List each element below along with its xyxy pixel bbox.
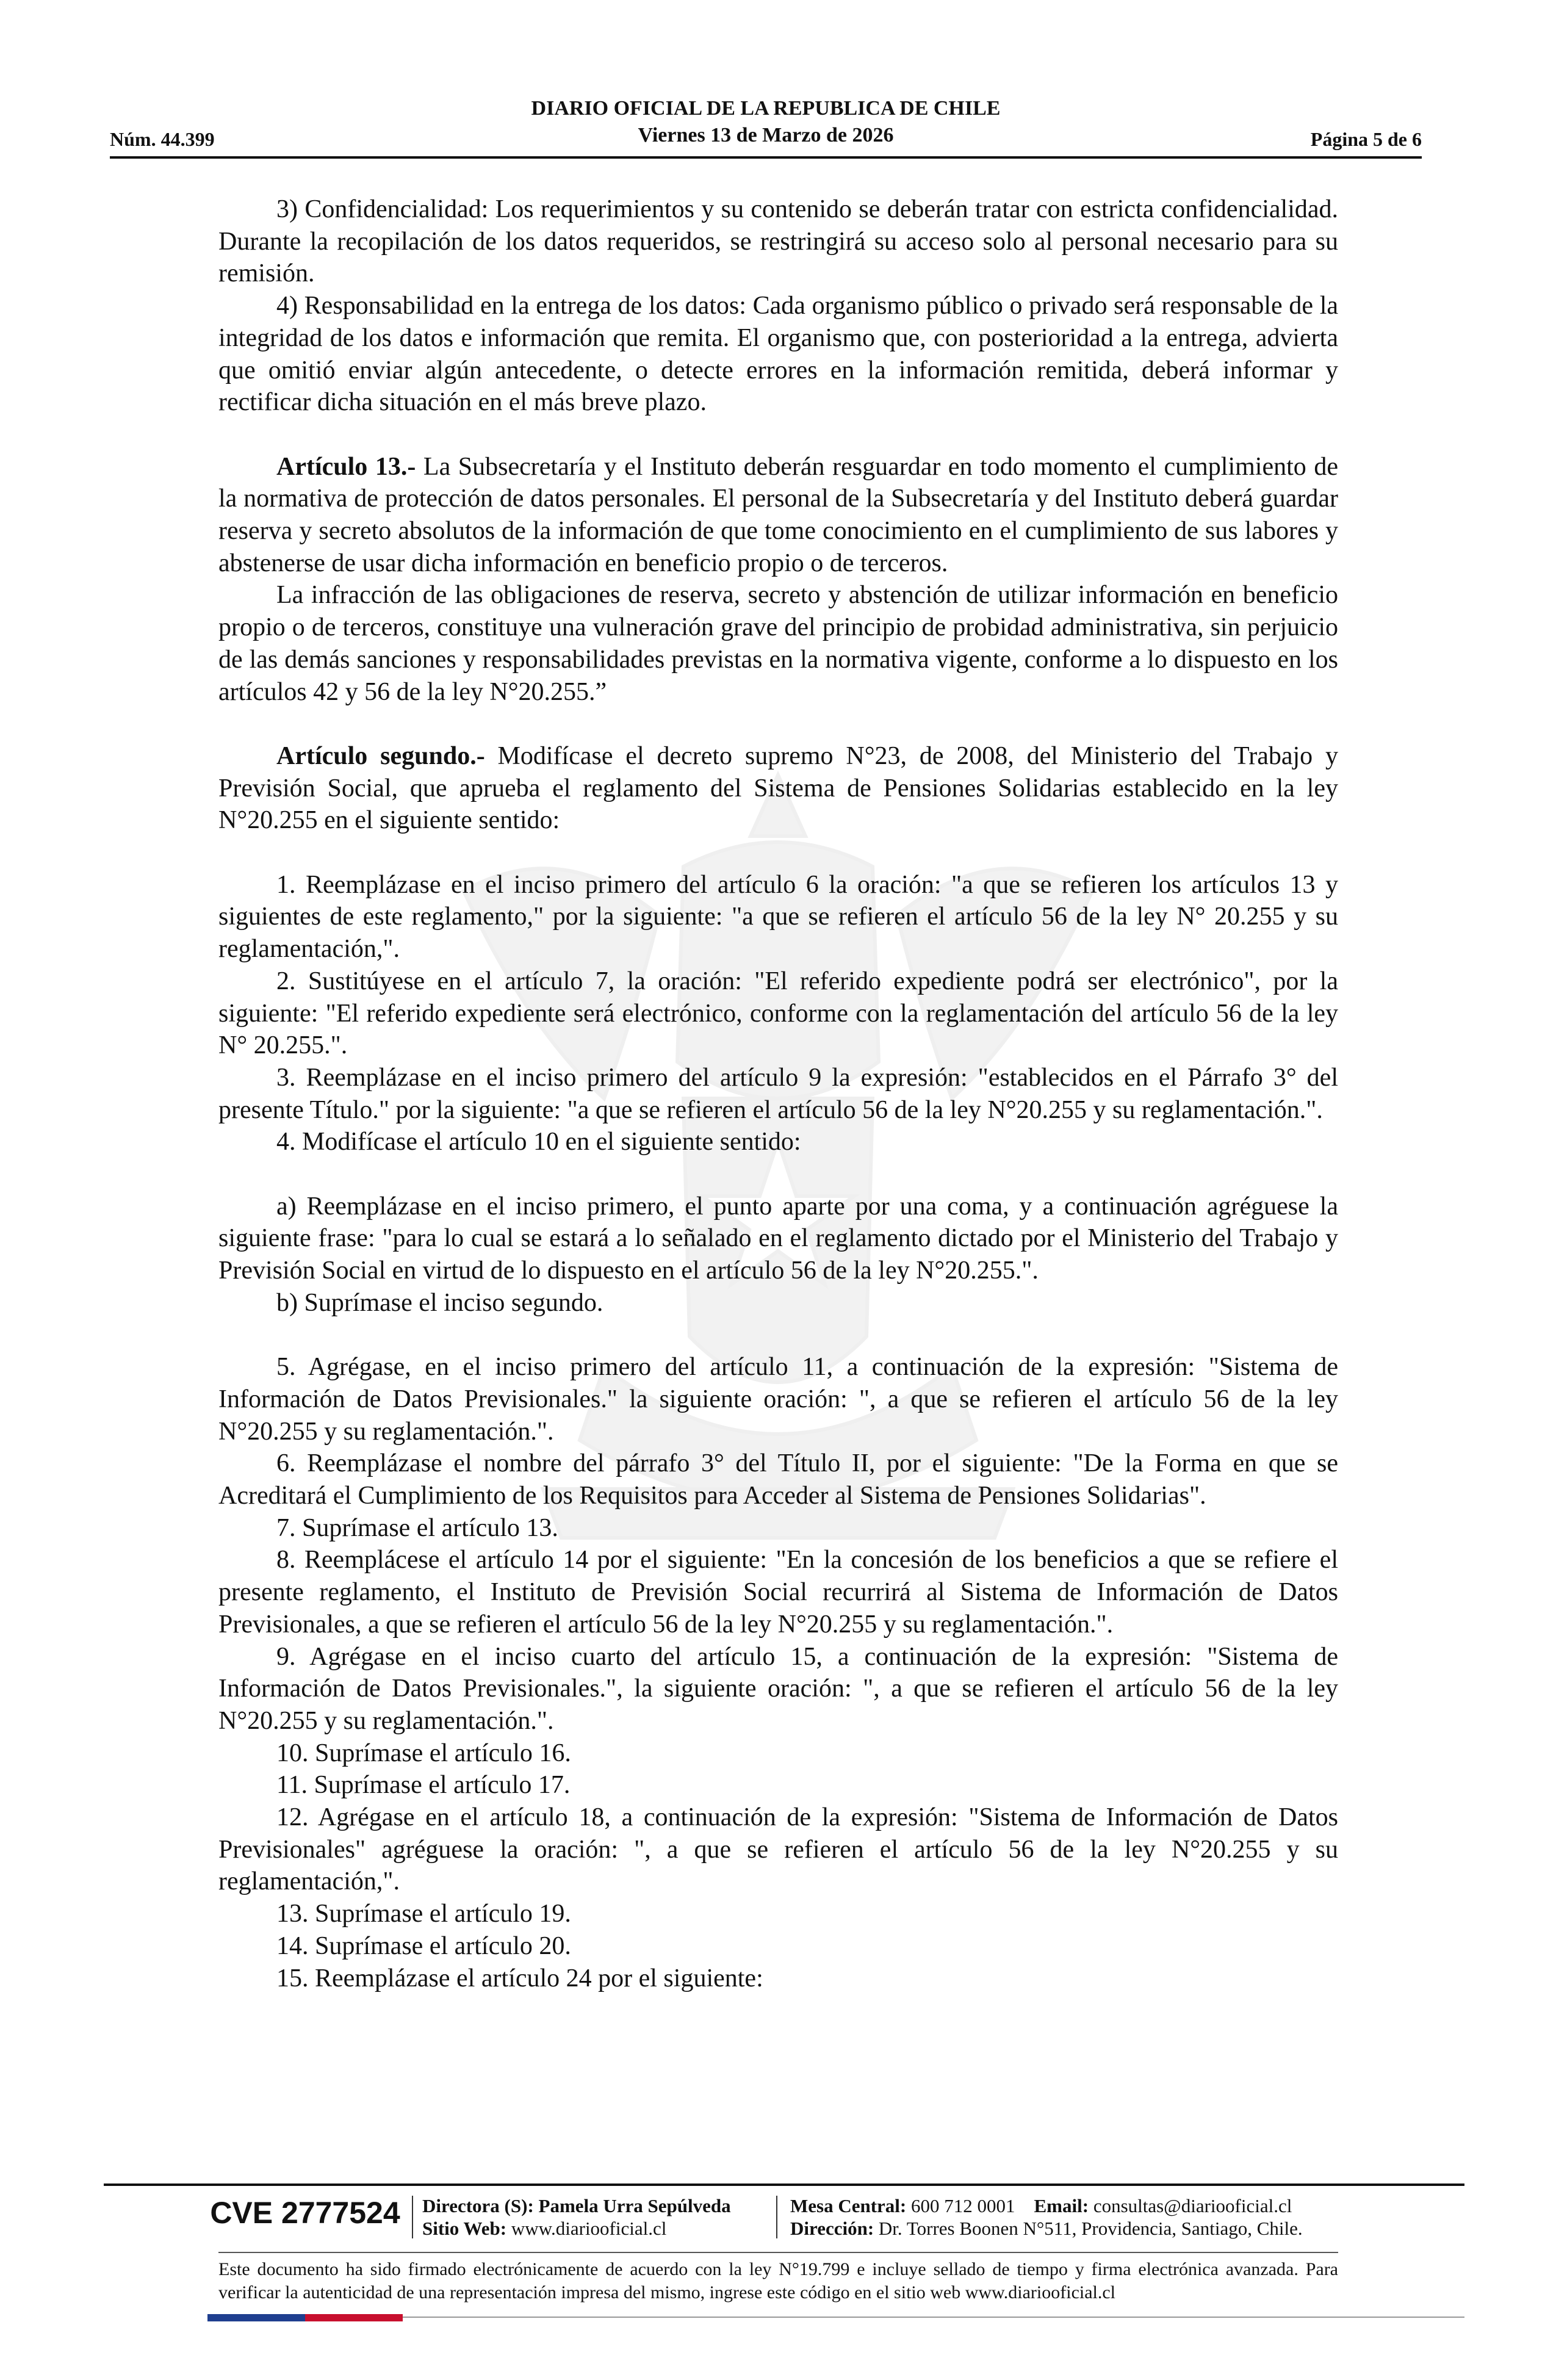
list-item: 12. Agrégase en el artículo 18, a continuación de la expresión: "Sistema de Información de Datos Previsionales" agréguese la oración: ", a que se refieren el artículo 56 de la ley N°20.255 y su reglamentación,". [218,1803,1338,1896]
flag-stripe-blue [207,2314,305,2321]
list-item: 14. Suprímase el artículo 20. [276,1931,571,1960]
footer-separator [412,2196,413,2238]
paragraph: 3) Confidencialidad: Los requerimientos y su contenido se deberán tratar con estricta confidencialidad. Durante la recopilación de los datos requeridos, se restringirá su acceso solo al personal necesario para su remisión. [218,195,1338,288]
address-line [790,2217,1303,2240]
footer-contact-info [790,2194,1303,2240]
paragraph: 4) Responsabilidad en la entrega de los datos: Cada organismo público o privado será responsable de la integridad de los datos e información que remita. El organismo que, con posterioridad a la entrega, advierta que omitió enviar algún antecedente, o detecte errores en la información remitida, deberá informar y rectificar dicha situación en el más breve plazo. [218,292,1338,417]
publication-title [110,95,1422,149]
website-label: Sitio Web: [422,2218,507,2239]
sub-item: b) Suprímase el inciso segundo. [276,1288,603,1317]
footer-separator [776,2196,777,2238]
article-13 [218,451,1338,580]
header-divider [110,156,1422,159]
list-item: 2. Sustitúyese en el artículo 7, la oración: "El referido expediente podrá ser electrónico", por la siguiente: "El referido expediente será electrónico, conforme con la reglamentación del artículo 56 de la ley N° 20.255.". [218,967,1338,1060]
document-body [218,193,1338,1994]
publication-name: DIARIO OFICIAL DE LA REPUBLICA DE CHILE [531,97,1001,120]
cve-code: CVE 2777524 [210,2196,400,2230]
list-item: 3. Reemplázase en el inciso primero del artículo 9 la expresión: "establecidos en el Párrafo 3° del presente Título." por la siguiente: "a que se refieren el artículo 56 de la ley N°20.255 y su reglamentación.". [218,1063,1338,1124]
list-item: 7. Suprímase el artículo 13. [276,1513,558,1542]
article-text: Modifícase el decreto supremo N°23, de 2008, del Ministerio del Trabajo y Previsión Social, que aprueba el reglamento del Sistema de Pensiones Solidarias establecido en la ley N°20.255 en el siguiente sentido: [218,741,1338,835]
list-item: 10. Suprímase el artículo 16. [276,1739,571,1767]
sub-item: a) Reemplázase en el inciso primero, el punto aparte por una coma, y a continuación agréguese la siguiente frase: "para lo cual se estará a lo señalado en el reglamento dictado por el Ministerio del Trabajo y Previsión Social en virtud de lo dispuesto en el artículo 56 de la ley N°20.255.". [218,1192,1338,1285]
flag-stripe-red [305,2314,403,2321]
footer-director-info [422,2194,731,2240]
list-item: 11. Suprímase el artículo 17. [276,1771,571,1800]
legal-notice: Este documento ha sido firmado electrónicamente de acuerdo con la ley N°19.799 e incluye sellado de tiempo y firma electrónica avanzada. Para verificar la autenticidad de una representación impresa del mismo, ingrese este código en el sitio web www.diariooficial.cl [218,2259,1338,2302]
article-segundo [218,740,1338,837]
publication-date: Viernes 13 de Marzo de 2026 [638,124,894,146]
address-value: Dr. Torres Boonen N°511, Providencia, Santiago, Chile. [878,2218,1303,2239]
phone-label: Mesa Central: [790,2195,907,2216]
paragraph: La infracción de las obligaciones de reserva, secreto y abstención de utilizar información en beneficio propio o de terceros, constituye una vulneración grave del principio de probidad administrativa, sin perjuicio de las demás sanciones y responsabilidades previstas en la normativa vigente, conforme a lo dispuesto en los artículos 42 y 56 de la ley N°20.255.” [218,581,1338,706]
list-item: 13. Suprímase el artículo 19. [276,1900,571,1928]
list-item: 6. Reemplázase el nombre del párrafo 3° del Título II, por el siguiente: "De la Forma en que se Acreditará el Cumplimiento de los Requisitos para Acceder al Sistema de Pensiones Solidarias". [218,1449,1338,1510]
website-line [422,2217,731,2240]
footer-subdivider [218,2252,1338,2253]
footer-divider [104,2183,1464,2186]
page-number: Página 5 de 6 [1310,128,1422,150]
list-item: 9. Agrégase en el inciso cuarto del artículo 15, a continuación de la expresión: "Sistema de Información de Datos Previsionales.", la siguiente oración: ", a que se refieren el artículo 56 de la ley N°20.255 y su reglamentación.". [218,1642,1338,1735]
list-item: 15. Reemplázase el artículo 24 por el siguiente: [276,1964,763,1992]
list-item: 8. Reemplácese el artículo 14 por el siguiente: "En la concesión de los beneficios a que se refiere el presente reglamento, el Instituto de Previsión Social recurrirá al Sistema de Información de Datos Previsionales, a que se refieren el artículo 56 de la ley N°20.255 y su reglamentación.". [218,1546,1338,1639]
list-item: 5. Agrégase, en el inciso primero del artículo 11, a continuación de la expresión: "Sistema de Información de Datos Previsionales." la siguiente oración: ", a que se refieren el artículo 56 de la ley N°20.255 y su reglamentación.". [218,1353,1338,1446]
director-name: Directora (S): Pamela Urra Sepúlveda [422,2195,731,2216]
list-item: 1. Reemplázase en el inciso primero del artículo 6 la oración: "a que se refieren los artículos 13 y siguientes de este reglamento," por la siguiente: "a que se refieren el artículo 56 de la ley N° 20.255 y su reglamentación,". [218,870,1338,964]
website-link[interactable]: www.diariooficial.cl [511,2218,667,2239]
article-heading: Artículo 13.- [276,452,416,481]
address-label: Dirección: [790,2218,874,2239]
article-heading: Artículo segundo.- [276,741,485,770]
list-item: 4. Modifícase el artículo 10 en el siguiente sentido: [276,1128,801,1156]
article-text: La Subsecretaría y el Instituto deberán resguardar en todo momento el cumplimiento de la normativa de protección de datos personales. El personal de la Subsecretaría y del Instituto deberá guardar reserva y secreto absolutos de la información de que tome conocimiento en el cumplimiento de sus labores y abstenerse de usar dicha información en beneficio propio o de terceros. [218,452,1338,577]
page-header [110,92,1422,156]
phone-value: 600 712 0001 [911,2195,1015,2216]
contact-line [790,2194,1303,2217]
email-link[interactable]: consultas@diariooficial.cl [1093,2195,1292,2216]
email-label: Email: [1034,2195,1089,2216]
issue-number: Núm. 44.399 [110,128,215,150]
